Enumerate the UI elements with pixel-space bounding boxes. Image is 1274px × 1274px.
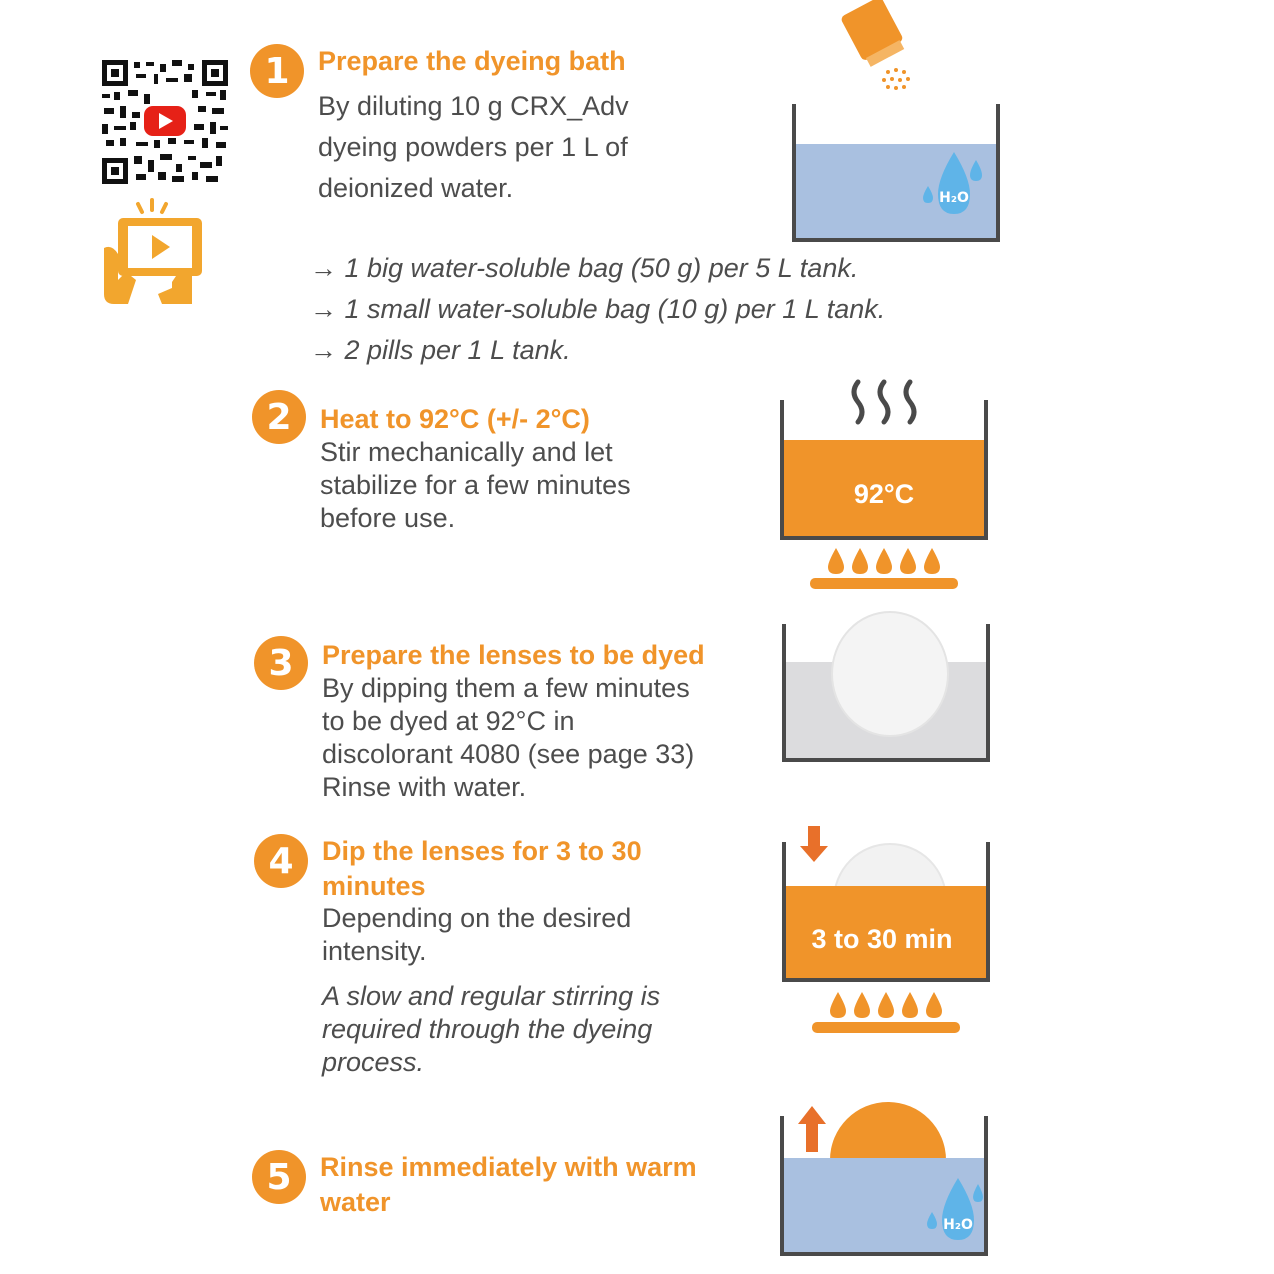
- step-3-line: to be dyed at 92°C in: [322, 706, 575, 736]
- step-4-note: required through the dyeing: [322, 1014, 653, 1044]
- arrow-down-icon: [800, 826, 828, 862]
- step-5-title-line: water: [320, 1187, 391, 1217]
- step-4-note: process.: [322, 1047, 425, 1077]
- step-1-description: [318, 86, 629, 209]
- step-4-illustration: [772, 820, 1002, 1040]
- step-2-line: stabilize for a few minutes: [320, 470, 631, 500]
- step-4-line: Depending on the desired: [322, 903, 632, 933]
- step-4-number: 4: [254, 834, 308, 888]
- step-5-number: 5: [252, 1150, 306, 1204]
- step-1-line: deionized water.: [318, 173, 514, 203]
- step-2-number: 2: [252, 390, 306, 444]
- step-4-notes: [322, 980, 660, 1079]
- flame-icon: [812, 992, 960, 1033]
- powder-shaker-icon: [840, 0, 908, 69]
- h2o-label: H₂O: [943, 1217, 973, 1233]
- h2o-label: H₂O: [939, 190, 969, 206]
- step-1-note: → 2 pills per 1 L tank.: [310, 335, 571, 365]
- step-2-description: [320, 436, 631, 535]
- dyed-lens-icon: [830, 1102, 946, 1160]
- step-4-title: [322, 834, 642, 904]
- step-5-title-line: Rinse immediately with warm: [320, 1152, 697, 1182]
- step-2-line: before use.: [320, 503, 456, 533]
- step-4-title-line: minutes: [322, 871, 426, 901]
- step-1-number: 1: [250, 44, 304, 98]
- qr-code-icon[interactable]: [102, 60, 228, 184]
- step-3-number: 3: [254, 636, 308, 690]
- step-4-description: [322, 902, 631, 968]
- duration-label: 3 to 30 min: [811, 924, 953, 954]
- step-2-title: Heat to 92°C (+/- 2°C): [320, 404, 590, 434]
- step-1-title: Prepare the dyeing bath: [318, 46, 626, 76]
- step-3-description: [322, 672, 694, 804]
- flame-icon: [810, 548, 958, 589]
- step-3-line: By dipping them a few minutes: [322, 673, 690, 703]
- step-1-line: dyeing powders per 1 L of: [318, 132, 628, 162]
- step-4-line: intensity.: [322, 936, 427, 966]
- lens-icon: [832, 612, 948, 736]
- step-1-notes: [310, 248, 885, 371]
- step-5-illustration: [770, 1096, 1000, 1266]
- step-5-title: [320, 1150, 697, 1220]
- step-1-note: → 1 big water-soluble bag (50 g) per 5 L tank.: [310, 253, 859, 283]
- step-3-line: discolorant 4080 (see page 33): [322, 739, 695, 769]
- tablet-video-icon[interactable]: [100, 198, 206, 306]
- step-4-note: A slow and regular stirring is: [322, 981, 661, 1011]
- steam-icon: [854, 382, 914, 422]
- temperature-label: 92°C: [853, 479, 915, 509]
- step-4-title-line: Dip the lenses for 3 to 30: [322, 836, 642, 866]
- step-1-illustration: [780, 0, 1010, 250]
- step-2-line: Stir mechanically and let: [320, 437, 613, 467]
- youtube-play-icon[interactable]: [144, 106, 186, 136]
- arrow-up-icon: [798, 1106, 826, 1152]
- step-1-line: By diluting 10 g CRX_Adv: [318, 91, 629, 121]
- step-1-note: → 1 small water-soluble bag (10 g) per 1 L tank.: [310, 294, 886, 324]
- step-3-title: Prepare the lenses to be dyed: [322, 640, 705, 670]
- step-3-line: Rinse with water.: [322, 772, 527, 802]
- step-2-illustration: [770, 370, 1000, 600]
- step-3-illustration: [772, 610, 1002, 770]
